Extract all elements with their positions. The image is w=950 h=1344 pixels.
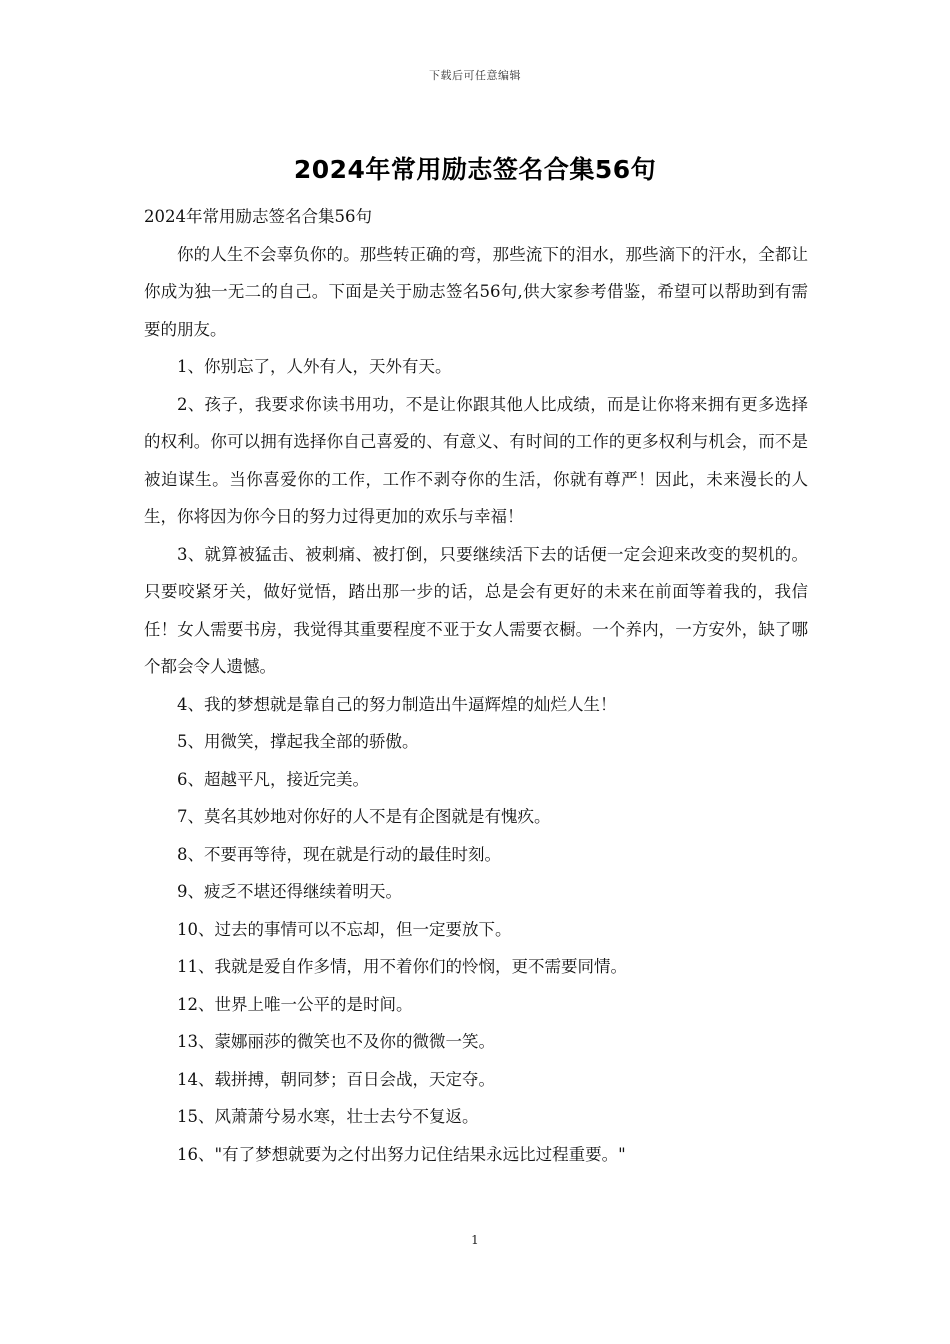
page-number: 1	[471, 1233, 479, 1247]
list-item: 13、蒙娜丽莎的微笑也不及你的微微一笑。	[177, 1032, 495, 1051]
list-item: 2、孩子，我要求你读书用功，不是让你跟其他人比成绩，而是让你将来拥有更多选择的权利。你可以拥有选择你自己喜爱的、有意义、有时间的工作的更多权利与机会，而不是被迫谋生。当你喜爱你的工作，工作不剥夺你的生活，你就有尊严！因此，未来漫长的人生，你将因为你今日的努力过得更加的欢乐与幸福！	[144, 394, 808, 526]
list-item: 16、"有了梦想就要为之付出努力记住结果永远比过程重要。"	[177, 1144, 626, 1164]
header-note: 下载后可任意编辑	[429, 69, 521, 82]
list-item: 15、风萧萧兮易水寒，壮士去兮不复返。	[177, 1107, 479, 1126]
document-subtitle: 2024年常用励志签名合集56句	[144, 207, 372, 226]
document-body	[144, 198, 808, 1173]
list-item: 1、你别忘了，人外有人，天外有天。	[177, 357, 452, 376]
list-item: 4、我的梦想就是靠自己的努力制造出牛逼辉煌的灿烂人生！	[177, 694, 617, 714]
list-item: 3、就算被猛击、被刺痛、被打倒，只要继续活下去的话便一定会迎来改变的契机的。只要咬紧牙关，做好觉悟，踏出那一步的话，总是会有更好的未来在前面等着我的，我信任！女人需要书房，我觉得其重要程度不亚于女人需要衣橱。一个养内，一方安外，缺了哪个都会令人遗憾。	[144, 544, 808, 676]
list-item: 5、用微笑，撑起我全部的骄傲。	[177, 732, 419, 751]
list-item: 14、载拼搏，朝同梦；百日会战，天定夺。	[177, 1069, 495, 1089]
list-item: 6、超越平凡，接近完美。	[177, 769, 369, 789]
list-item: 7、莫名其妙地对你好的人不是有企图就是有愧疚。	[177, 807, 551, 826]
list-item: 10、过去的事情可以不忘却，但一定要放下。	[177, 919, 512, 939]
list-item: 8、不要再等待，现在就是行动的最佳时刻。	[177, 844, 501, 864]
intro-paragraph: 你的人生不会辜负你的。那些转正确的弯，那些流下的泪水，那些滴下的汗水，全都让你成为独一无二的自己。下面是关于励志签名56句,供大家参考借鉴，希望可以帮助到有需要的朋友。	[144, 244, 808, 339]
list-item: 12、世界上唯一公平的是时间。	[177, 994, 413, 1014]
document-title: 2024年常用励志签名合集56句	[293, 155, 657, 184]
list-item: 9、疲乏不堪还得继续着明天。	[177, 882, 402, 901]
list-item: 11、我就是爱自作多情，用不着你们的怜悯，更不需要同情。	[177, 957, 627, 976]
